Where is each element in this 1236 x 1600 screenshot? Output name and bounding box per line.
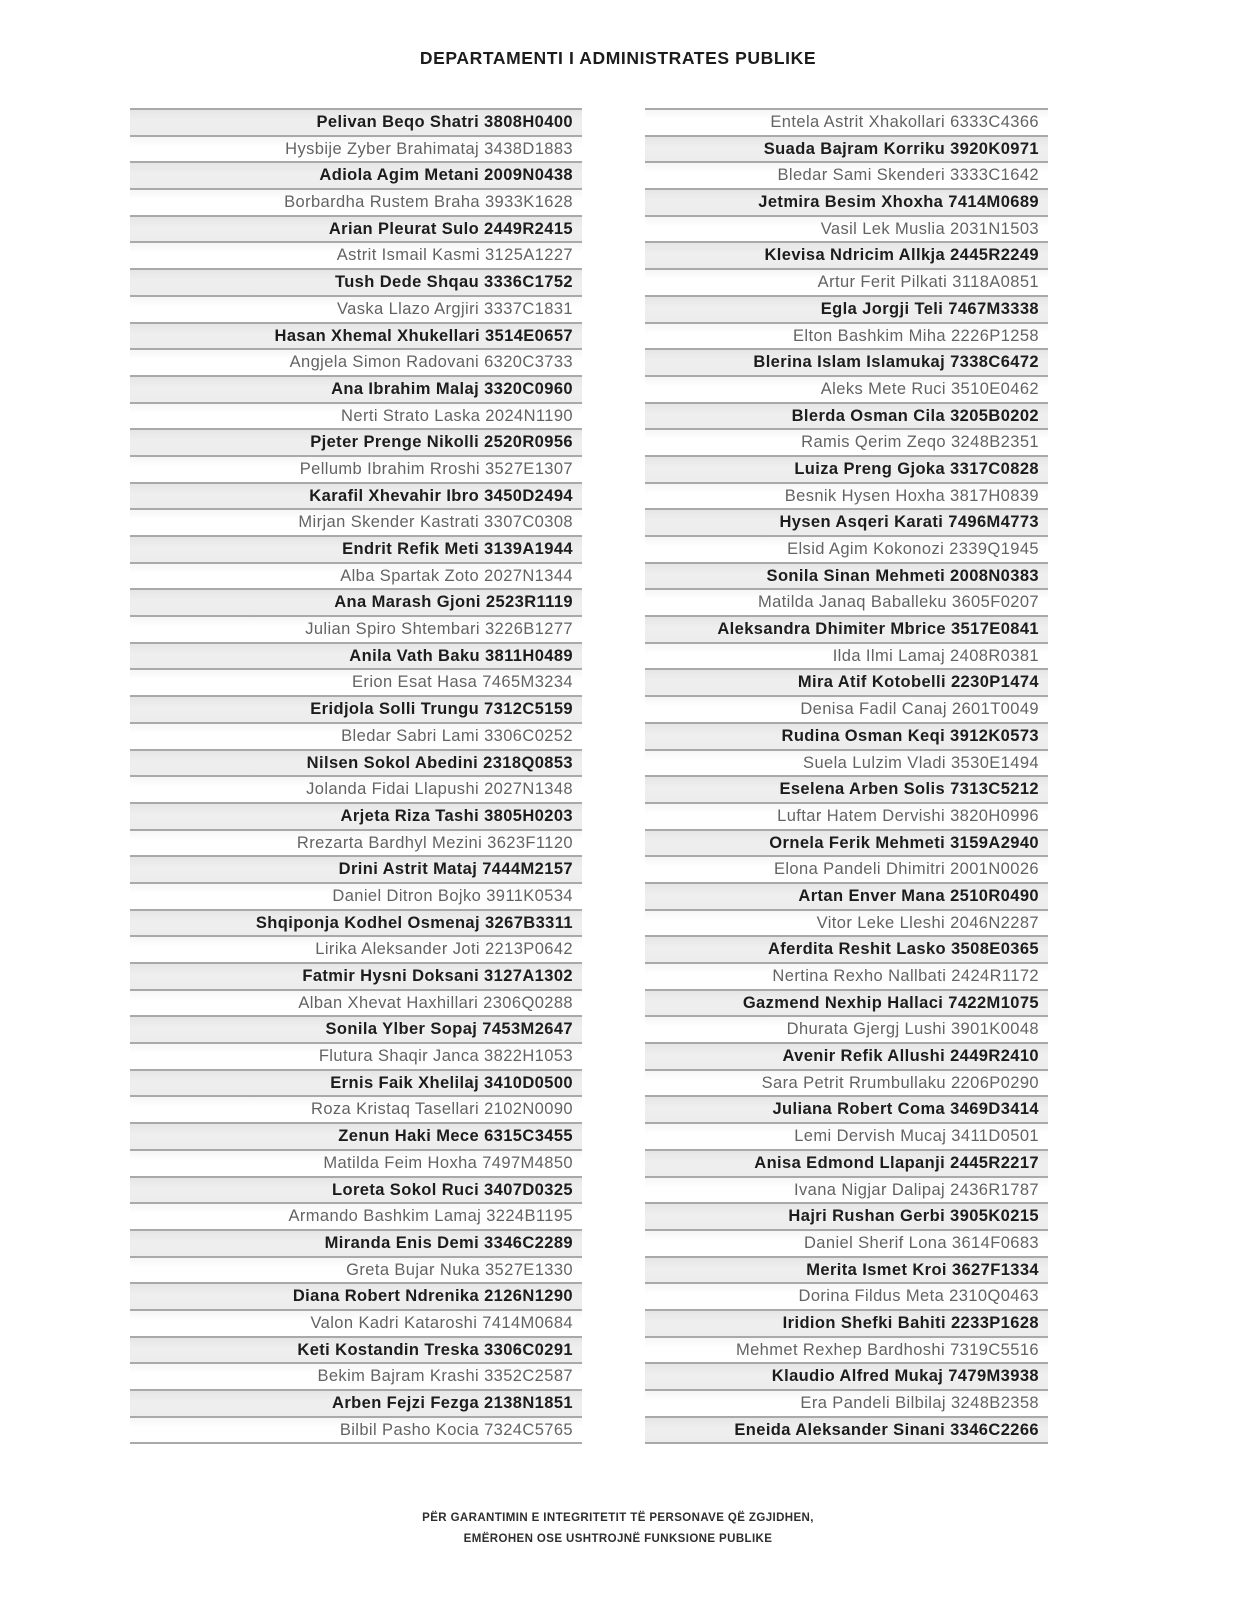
list-item: [130, 882, 582, 909]
list-item: [645, 615, 1048, 642]
list-item: [645, 962, 1048, 989]
list-item: [130, 428, 582, 455]
list-item: [130, 1336, 582, 1363]
person-entry: Bledar Sami Skenderi 3333C1642: [777, 166, 1039, 185]
list-item: [130, 1229, 582, 1256]
list-item: [645, 882, 1048, 909]
list-item: [130, 615, 582, 642]
person-entry: Suada Bajram Korriku 3920K0971: [763, 139, 1039, 158]
list-item: [130, 802, 582, 829]
list-item: [645, 909, 1048, 936]
person-entry: Alban Xhevat Haxhillari 2306Q0288: [298, 993, 573, 1012]
list-item: [130, 989, 582, 1016]
person-entry: Ilda Ilmi Lamaj 2408R0381: [832, 646, 1039, 665]
person-entry: Fatmir Hysni Doksani 3127A1302: [302, 967, 573, 985]
person-entry: Era Pandeli Bilbilaj 3248B2358: [800, 1394, 1039, 1412]
list-item: [130, 402, 582, 429]
person-entry: Blerina Islam Islamukaj 7338C6472: [753, 353, 1039, 372]
list-item: [130, 1095, 582, 1122]
person-entry: Zenun Haki Mece 6315C3455: [338, 1127, 573, 1146]
right-column: [645, 108, 1048, 1444]
list-item: [645, 695, 1048, 722]
list-item: [645, 1256, 1048, 1283]
list-item: [130, 695, 582, 722]
person-entry: Denisa Fadil Canaj 2601T0049: [800, 700, 1039, 719]
person-entry: Vasil Lek Muslia 2031N1503: [820, 219, 1039, 238]
person-entry: Elton Bashkim Miha 2226P1258: [792, 326, 1039, 345]
person-entry: Besnik Hysen Hoxha 3817H0839: [784, 486, 1039, 505]
list-item: [645, 1095, 1048, 1122]
list-item: [645, 855, 1048, 882]
person-entry: Ramis Qerim Zeqo 3248B2351: [801, 433, 1039, 452]
list-item: [130, 375, 582, 402]
person-entry: Anisa Edmond Llapanji 2445R2217: [754, 1153, 1039, 1172]
list-item: [130, 909, 582, 936]
person-entry: Drini Astrit Mataj 7444M2157: [338, 860, 573, 879]
person-entry: Eneida Aleksander Sinani 3346C2266: [734, 1420, 1039, 1439]
person-entry: Astrit Ismail Kasmi 3125A1227: [336, 246, 573, 265]
list-item: [130, 135, 582, 162]
person-entry: Flutura Shaqir Janca 3822H1053: [318, 1047, 573, 1066]
list-item: [130, 749, 582, 776]
list-item: [645, 722, 1048, 749]
person-entry: Mira Atif Kotobelli 2230P1474: [797, 673, 1039, 692]
person-entry: Nertina Rexho Nallbati 2424R1172: [772, 967, 1039, 985]
list-item: [130, 1282, 582, 1309]
list-item: [645, 1122, 1048, 1149]
person-entry: Lemi Dervish Mucaj 3411D0501: [794, 1127, 1039, 1146]
person-entry: Vitor Leke Lleshi 2046N2287: [816, 913, 1039, 932]
person-entry: Bledar Sabri Lami 3306C0252: [341, 726, 573, 745]
person-entry: Bilbil Pasho Kocia 7324C5765: [339, 1420, 573, 1439]
list-item: [130, 962, 582, 989]
list-item: [645, 1149, 1048, 1176]
person-entry: Pelivan Beqo Shatri 3808H0400: [316, 113, 573, 131]
list-item: [645, 402, 1048, 429]
list-item: [645, 482, 1048, 509]
list-item: [645, 1362, 1048, 1389]
list-item: [645, 215, 1048, 242]
person-entry: Ornela Ferik Mehmeti 3159A2940: [769, 833, 1039, 852]
person-entry: Ana Marash Gjoni 2523R1119: [334, 593, 573, 612]
person-entry: Daniel Sherif Lona 3614F0683: [803, 1233, 1039, 1252]
person-entry: Jetmira Besim Xhoxha 7414M0689: [758, 193, 1039, 212]
list-item: [645, 348, 1048, 375]
list-item: [130, 855, 582, 882]
list-item: [645, 829, 1048, 856]
list-item: [645, 241, 1048, 268]
person-entry: Pellumb Ibrahim Rroshi 3527E1307: [299, 459, 573, 478]
person-entry: Hajri Rushan Gerbi 3905K0215: [788, 1207, 1039, 1226]
list-item: [130, 108, 582, 135]
person-entry: Eselena Arben Solis 7313C5212: [779, 780, 1039, 799]
person-entry: Jolanda Fidai Llapushi 2027N1348: [306, 780, 573, 799]
person-entry: Lirika Aleksander Joti 2213P0642: [315, 940, 573, 959]
person-entry: Daniel Ditron Bojko 3911K0534: [332, 886, 573, 905]
list-item: [645, 775, 1048, 802]
list-item: [130, 455, 582, 482]
list-item: [645, 1389, 1048, 1416]
person-entry: Karafil Xhevahir Ibro 3450D2494: [309, 486, 573, 505]
list-item: [130, 1256, 582, 1283]
list-item: [645, 1229, 1048, 1256]
person-entry: Sonila Sinan Mehmeti 2008N0383: [766, 566, 1039, 585]
person-entry: Shqiponja Kodhel Osmenaj 3267B3311: [255, 913, 573, 932]
list-item: [130, 829, 582, 856]
person-entry: Alba Spartak Zoto 2027N1344: [340, 566, 573, 585]
person-entry: Luftar Hatem Dervishi 3820H0996: [777, 806, 1039, 825]
list-item: [645, 989, 1048, 1016]
person-entry: Eridjola Solli Trungu 7312C5159: [310, 700, 573, 719]
person-entry: Hysen Asqeri Karati 7496M4773: [779, 513, 1039, 532]
list-item: [130, 215, 582, 242]
list-item: [645, 375, 1048, 402]
list-item: [645, 642, 1048, 669]
list-item: [645, 508, 1048, 535]
list-item: [645, 455, 1048, 482]
list-item: [130, 775, 582, 802]
list-item: [130, 1389, 582, 1416]
person-entry: Armando Bashkim Lamaj 3224B1195: [288, 1207, 573, 1226]
person-entry: Rrezarta Bardhyl Mezini 3623F1120: [296, 833, 573, 852]
person-entry: Greta Bujar Nuka 3527E1330: [346, 1260, 573, 1279]
person-entry: Dorina Fildus Meta 2310Q0463: [798, 1287, 1039, 1306]
person-entry: Aleks Mete Ruci 3510E0462: [820, 379, 1039, 398]
list-item: [645, 161, 1048, 188]
person-entry: Miranda Enis Demi 3346C2289: [324, 1233, 573, 1252]
person-entry: Erion Esat Hasa 7465M3234: [352, 673, 573, 692]
person-entry: Aleksandra Dhimiter Mbrice 3517E0841: [717, 620, 1039, 639]
list-item: [645, 935, 1048, 962]
list-item: [645, 535, 1048, 562]
person-entry: Nilsen Sokol Abedini 2318Q0853: [306, 753, 573, 772]
person-entry: Valon Kadri Kataroshi 7414M0684: [310, 1313, 573, 1332]
person-entry: Ana Ibrahim Malaj 3320C0960: [331, 379, 573, 398]
list-item: [130, 1362, 582, 1389]
person-entry: Entela Astrit Xhakollari 6333C4366: [770, 113, 1039, 131]
person-entry: Iridion Shefki Bahiti 2233P1628: [782, 1313, 1039, 1332]
list-item: [130, 188, 582, 215]
person-entry: Vaska Llazo Argjiri 3337C1831: [336, 299, 573, 318]
list-item: [645, 1282, 1048, 1309]
list-item: [645, 749, 1048, 776]
list-item: [645, 108, 1048, 135]
list-item: [130, 935, 582, 962]
person-entry: Egla Jorgji Teli 7467M3338: [820, 299, 1039, 318]
list-item: [130, 508, 582, 535]
person-entry: Arjeta Riza Tashi 3805H0203: [340, 806, 573, 825]
person-entry: Mehmet Rexhep Bardhoshi 7319C5516: [735, 1340, 1039, 1359]
person-entry: Matilda Feim Hoxha 7497M4850: [323, 1153, 573, 1172]
person-entry: Roza Kristaq Tasellari 2102N0090: [311, 1100, 573, 1119]
list-item: [645, 295, 1048, 322]
person-entry: Matilda Janaq Baballeku 3605F0207: [757, 593, 1039, 612]
person-entry: Nerti Strato Laska 2024N1190: [341, 406, 573, 425]
person-entry: Gazmend Nexhip Hallaci 7422M1075: [742, 993, 1039, 1012]
list-item: [645, 562, 1048, 589]
footer-line-2: EMËROHEN OSE USHTROJNË FUNKSIONE PUBLIKE: [463, 1533, 773, 1545]
page-footer: [0, 1508, 1236, 1550]
list-item: [130, 1416, 582, 1445]
list-item: [645, 802, 1048, 829]
person-entry: Anila Vath Baku 3811H0489: [349, 646, 573, 665]
list-item: [645, 588, 1048, 615]
list-item: [130, 482, 582, 509]
list-item: [645, 428, 1048, 455]
person-entry: Merita Ismet Kroi 3627F1334: [806, 1260, 1039, 1279]
list-item: [130, 1202, 582, 1229]
person-entry: Juliana Robert Coma 3469D3414: [772, 1100, 1039, 1119]
person-entry: Klevisa Ndricim Allkja 2445R2249: [764, 246, 1039, 265]
list-item: [130, 348, 582, 375]
person-entry: Artan Enver Mana 2510R0490: [798, 886, 1039, 905]
person-entry: Julian Spiro Shtembari 3226B1277: [305, 620, 573, 639]
person-entry: Bekim Bajram Krashi 3352C2587: [317, 1367, 573, 1386]
list-item: [645, 1336, 1048, 1363]
person-entry: Klaudio Alfred Mukaj 7479M3938: [771, 1367, 1039, 1386]
person-entry: Tush Dede Shqau 3336C1752: [334, 273, 573, 292]
person-entry: Hysbije Zyber Brahimataj 3438D1883: [285, 139, 573, 158]
list-item: [130, 562, 582, 589]
person-entry: Ernis Faik Xhelilaj 3410D0500: [330, 1073, 573, 1092]
list-item: [130, 722, 582, 749]
list-item: [130, 1176, 582, 1203]
list-item: [130, 161, 582, 188]
list-item: [130, 668, 582, 695]
list-item: [130, 642, 582, 669]
list-item: [130, 1069, 582, 1096]
list-item: [645, 1416, 1048, 1445]
list-item: [645, 135, 1048, 162]
list-item: [130, 268, 582, 295]
person-entry: Sara Petrit Rrumbullaku 2206P0290: [761, 1073, 1039, 1092]
list-item: [645, 1176, 1048, 1203]
list-item: [645, 1042, 1048, 1069]
person-entry: Suela Lulzim Vladi 3530E1494: [803, 753, 1039, 772]
person-entry: Pjeter Prenge Nikolli 2520R0956: [310, 433, 573, 452]
person-entry: Mirjan Skender Kastrati 3307C0308: [298, 513, 573, 532]
person-entry: Dhurata Gjergj Lushi 3901K0048: [786, 1020, 1039, 1039]
list-item: [645, 668, 1048, 695]
person-entry: Angjela Simon Radovani 6320C3733: [289, 353, 573, 372]
list-item: [130, 1042, 582, 1069]
list-item: [645, 322, 1048, 349]
list-item: [130, 1309, 582, 1336]
list-item: [130, 1122, 582, 1149]
person-entry: Hasan Xhemal Xhukellari 3514E0657: [274, 326, 573, 345]
person-entry: Elsid Agim Kokonozi 2339Q1945: [787, 540, 1039, 558]
person-entry: Elona Pandeli Dhimitri 2001N0026: [773, 860, 1039, 879]
person-entry: Blerda Osman Cila 3205B0202: [791, 406, 1039, 425]
person-entry: Endrit Refik Meti 3139A1944: [342, 540, 573, 558]
list-item: [645, 268, 1048, 295]
list-item: [130, 241, 582, 268]
person-entry: Rudina Osman Keqi 3912K0573: [781, 726, 1039, 745]
person-entry: Sonila Ylber Sopaj 7453M2647: [325, 1020, 573, 1039]
list-item: [645, 1069, 1048, 1096]
list-item: [130, 588, 582, 615]
list-item: [130, 1149, 582, 1176]
page-title: DEPARTAMENTI I ADMINISTRATES PUBLIKE: [419, 48, 817, 68]
list-item: [645, 1015, 1048, 1042]
person-entry: Luiza Preng Gjoka 3317C0828: [794, 459, 1039, 478]
list-item: [645, 1202, 1048, 1229]
list-item: [130, 1015, 582, 1042]
list-item: [645, 188, 1048, 215]
left-column: [130, 108, 582, 1444]
list-item: [130, 535, 582, 562]
person-entry: Arian Pleurat Sulo 2449R2415: [328, 219, 573, 238]
list-item: [645, 1309, 1048, 1336]
person-entry: Arben Fejzi Fezga 2138N1851: [332, 1394, 573, 1412]
list-item: [130, 322, 582, 349]
person-entry: Borbardha Rustem Braha 3933K1628: [284, 193, 573, 212]
person-entry: Artur Ferit Pilkati 3118A0851: [817, 273, 1039, 292]
person-entry: Avenir Refik Allushi 2449R2410: [782, 1047, 1039, 1066]
person-entry: Adiola Agim Metani 2009N0438: [319, 166, 573, 185]
person-entry: Ivana Nigjar Dalipaj 2436R1787: [794, 1180, 1039, 1199]
footer-line-1: PËR GARANTIMIN E INTEGRITETIT TË PERSONAVE QË ZGJIDHEN,: [422, 1512, 814, 1524]
person-entry: Keti Kostandin Treska 3306C0291: [297, 1340, 573, 1359]
person-entry: Diana Robert Ndrenika 2126N1290: [292, 1287, 573, 1306]
list-item: [130, 295, 582, 322]
person-entry: Loreta Sokol Ruci 3407D0325: [332, 1180, 573, 1199]
person-entry: Aferdita Reshit Lasko 3508E0365: [767, 940, 1039, 959]
